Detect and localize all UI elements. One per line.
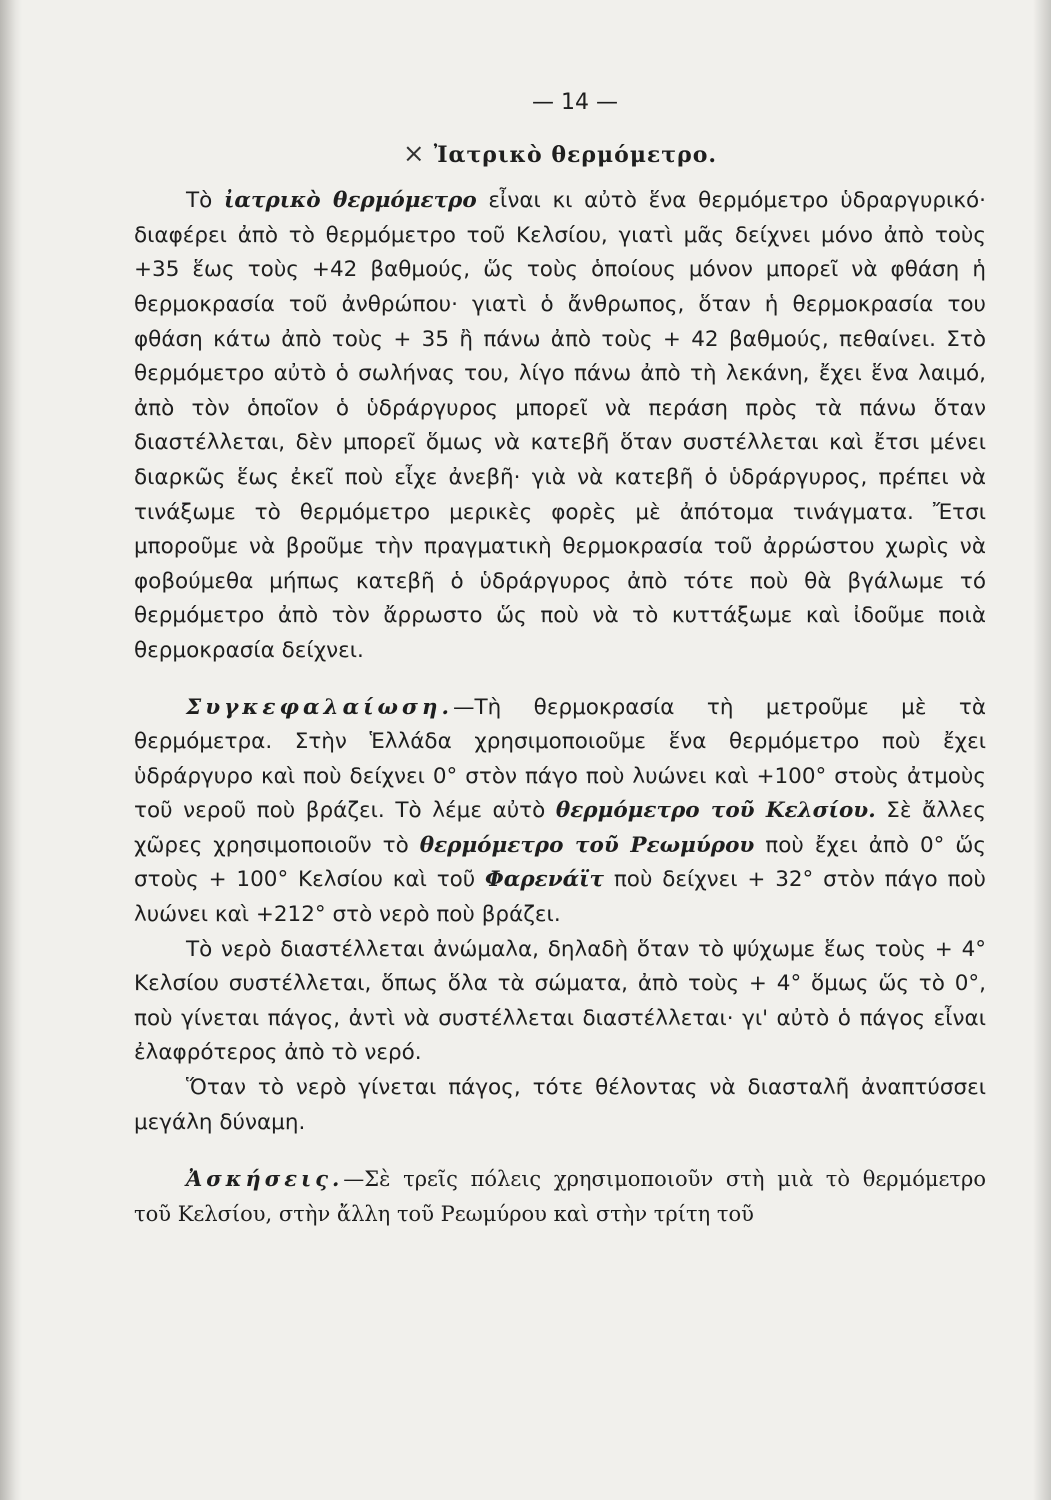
exercises-heading: Ἀσκήσεις. [186, 1166, 344, 1192]
paragraph-summary [134, 691, 986, 933]
paragraph-ice-force: Ὅταν τὸ νερὸ γίνεται πάγος, τότε θέλοντας νὰ διασταλῆ ἀναπτύσσει μεγάλη δύναμη. [134, 1075, 986, 1135]
page-content [134, 80, 986, 1231]
section-title [134, 137, 986, 173]
term-medical-thermometer: ἰατρικὸ θερμόμετρο [224, 188, 477, 214]
summary-text-1: —Τὴ θερμοκρασία τὴ μετροῦμε μὲ τὰ θερμόμετρα. Στὴν Ἑλλάδα χρησιμοποιοῦμε ἕνα θερμόμετρο ποὺ ἔχει ὑδράργυρο καὶ ποὺ δείχνει 0° στὸν πάγο ποὺ λυώνει καὶ +100° στοὺς ἀτμοὺς τοῦ νεροῦ ποὺ βράζει. Τὸ λέμε αὐτὸ [134, 694, 986, 824]
summary-text-3: ποὺ ἔχει ἀπὸ 0° ὥς στοὺς + 100° Κελσίου καὶ τοῦ [134, 832, 986, 893]
term-celsius-thermometer: θερμόμετρο τοῦ Κελσίου. [555, 798, 876, 824]
summary-heading: Συγκεφαλαίωση. [186, 694, 453, 720]
paragraph-water-anomaly: Τὸ νερὸ διαστέλλεται ἀνώμαλα, δηλαδὴ ὅταν τὸ ψύχωμε ἕως τοὺς + 4° Κελσίου συστέλλεται, ὅπως ὅλα τὰ σώματα, ἀπὸ τοὺς + 4° ὅμως ὥς τὸ 0°, ποὺ γίνεται πάγος, ἀντὶ νὰ συστέλλεται διαστέλλεται· γι' αὐτὸ ὁ πάγος εἶναι ἐλαφρότερος ἀπὸ τὸ νερό. [134, 936, 986, 1066]
term-reaumur-thermometer: θερμόμετρο τοῦ Ρεωμύρου [419, 832, 755, 858]
section-title-text: Ἰατρικὸ θερμόμετρο. [433, 141, 718, 168]
summary-text-4: ποὺ δείχνει + 32° στὸν πάγο ποὺ λυώνει καὶ +212° στὸ νερὸ ποὺ βράζει. [134, 867, 986, 928]
pencil-check-mark: × [402, 138, 426, 169]
summary-text-2: Σὲ ἄλλες χῶρες χρησιμοποιοῦν τὸ [134, 798, 986, 858]
paragraph-thermometer-description [134, 184, 986, 668]
p1-body: εἶναι κι αὐτὸ ἕνα θερμόμετρο ὑδραργυρικό· διαφέρει ἀπὸ τὸ θερμόμετρο τοῦ Κελσίου, γιατὶ μᾶς δείχνει μόνο ἀπὸ τοὺς +35 ἕως τοὺς +42 βαθμούς, ὥς τοὺς ὁποίους μόνον μπορεῖ νὰ φθάση ἡ θερμοκρασία τοῦ ἀνθρώπου· γιατὶ ὁ ἄνθρωπος, ὅταν ἡ θερμοκρασία του φθάση κάτω ἀπὸ τοὺς + 35 ἢ πάνω ἀπὸ τοὺς + 42 βαθμούς, πεθαίνει. Στὸ θερμόμετρο αὐτὸ ὁ σωλήνας του, λίγο πάνω ἀπὸ τὴ λεκάνη, ἔχει ἕνα λαιμό, ἀπὸ τὸν ὁποῖον ὁ ὑδράργυρος μπορεῖ νὰ περάση πρὸς τὰ πάνω ὅταν διαστέλλεται, δὲν μπορεῖ ὅμως νὰ κατεβῆ ὅταν συστέλλεται καὶ ἔτσι μένει διαρκῶς ἕως ἐκεῖ ποὺ εἶχε ἀνεβῆ· γιὰ νὰ κατεβῆ ὁ ὑδράργυρος, πρέπει νὰ τινάξωμε τὸ θερμόμετρο μερικὲς φορὲς μὲ ἀπότομα τινάγματα. Ἔτσι μποροῦμε νὰ βροῦμε τὴν πραγματικὴ θερμοκρασία τοῦ ἀρρώστου χωρὶς νὰ φοβούμεθα μήπως κατεβῆ ὁ ὑδράργυρος ἀπὸ τότε ποὺ θὰ βγάλωμε τό θερμόμετρο ἀπὸ τὸν ἄρρωστο ὥς ποὺ νὰ τὸ κυττάξωμε καὶ ἰδοῦμε ποιὰ θερμοκρασία δείχνει. [134, 188, 986, 663]
exercises-text: —Σὲ τρεῖς πόλεις χρησιμοποιοῦν στὴ μιὰ τὸ θερμόμετρο τοῦ Κελσίου, στὴν ἄλλη τοῦ Ρεωμύρου καὶ στὴν τρίτη τοῦ [134, 1167, 986, 1226]
paragraph-exercises [134, 1162, 986, 1231]
p1-lead: Τὸ [186, 188, 225, 214]
page-number: — 14 — [532, 90, 618, 115]
term-fahrenheit: Φαρενάϊτ [485, 867, 605, 893]
